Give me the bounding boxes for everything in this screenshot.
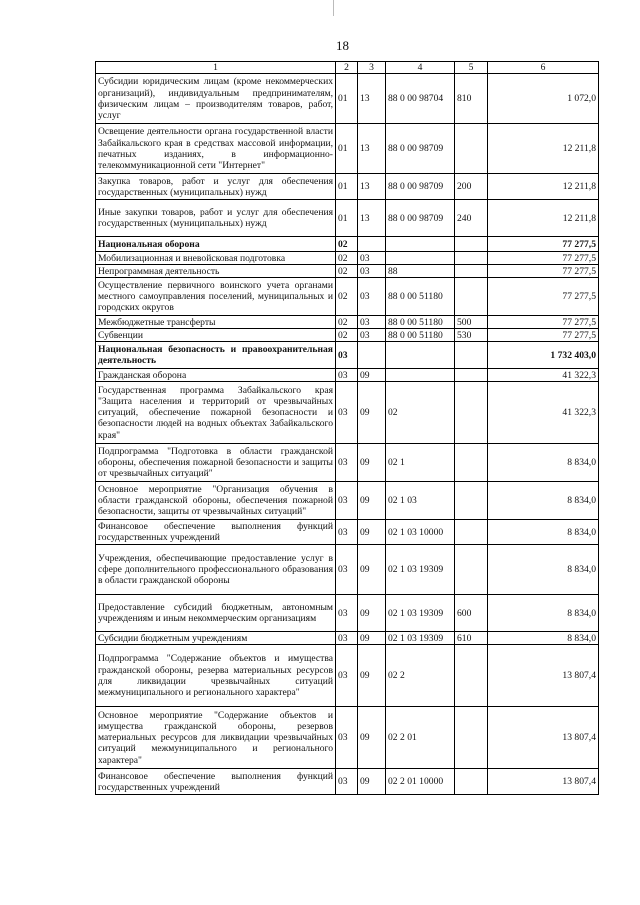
cell-name: Гражданская оборона <box>96 369 336 382</box>
cell-name: Субсидии бюджетным учреждениям <box>96 632 336 645</box>
cell-vr <box>455 707 488 769</box>
cell-rz: 02 <box>336 329 358 342</box>
cell-vr <box>455 237 488 252</box>
cell-sum: 12 211,8 <box>488 174 599 200</box>
cell-csr: 88 0 00 98709 <box>386 200 455 237</box>
cell-pr: 09 <box>358 545 386 595</box>
cell-sum: 8 834,0 <box>488 482 599 520</box>
cell-csr: 02 2 01 <box>386 707 455 769</box>
table-row <box>96 252 599 265</box>
cell-rz: 03 <box>336 444 358 482</box>
cell-rz: 02 <box>336 316 358 329</box>
cell-name: Иные закупки товаров, работ и услуг для обеспечения государственных (муниципальных) нужд <box>96 200 336 237</box>
cell-rz: 03 <box>336 342 358 369</box>
cell-name: Основное мероприятие "Организация обучения в области гражданской обороны, обеспечения пожарной безопасности, защиты от чрезвычайных ситуаций" <box>96 482 336 520</box>
cell-vr <box>455 124 488 174</box>
cell-rz: 02 <box>336 265 358 278</box>
cell-sum: 8 834,0 <box>488 545 599 595</box>
cell-name: Освещение деятельности органа государственной власти Забайкальского края в средствах массовой информации, печатных изданиях, в информационно-телекоммуникационной сети "Интернет" <box>96 124 336 174</box>
cell-name: Финансовое обеспечение выполнения функций государственных учреждений <box>96 520 336 545</box>
cell-csr: 02 1 <box>386 444 455 482</box>
header-cell: 3 <box>358 62 386 74</box>
cell-vr <box>455 520 488 545</box>
scan-margin-line <box>333 0 334 16</box>
cell-name: Подпрограмма "Содержание объектов и имущества гражданской обороны, резерва материальных ресурсов для ликвидации чрезвычайных ситуаций межмуниципального и регионального характера" <box>96 645 336 707</box>
cell-rz: 03 <box>336 482 358 520</box>
cell-vr: 240 <box>455 200 488 237</box>
cell-rz: 01 <box>336 74 358 124</box>
header-row <box>96 62 599 74</box>
header-cell: 1 <box>96 62 336 74</box>
header-cell: 2 <box>336 62 358 74</box>
header-cell: 6 <box>488 62 599 74</box>
cell-name: Национальная оборона <box>96 237 336 252</box>
cell-sum: 8 834,0 <box>488 520 599 545</box>
table-row <box>96 200 599 237</box>
cell-vr <box>455 252 488 265</box>
cell-rz: 03 <box>336 645 358 707</box>
table-row <box>96 707 599 769</box>
cell-vr <box>455 382 488 444</box>
cell-pr: 09 <box>358 645 386 707</box>
cell-sum: 1 072,0 <box>488 74 599 124</box>
cell-rz: 03 <box>336 545 358 595</box>
cell-pr: 03 <box>358 252 386 265</box>
cell-name: Основное мероприятие "Содержание объектов и имущества гражданской обороны, резервов материальных ресурсов для ликвидации чрезвычайных ситуаций межмуниципального и регионального характера" <box>96 707 336 769</box>
cell-name: Осуществление первичного воинского учета органами местного самоуправления поселений, муниципальных и городских округов <box>96 278 336 316</box>
cell-vr <box>455 482 488 520</box>
cell-csr: 02 1 03 <box>386 482 455 520</box>
cell-sum: 13 807,4 <box>488 707 599 769</box>
table-row <box>96 595 599 632</box>
cell-vr: 200 <box>455 174 488 200</box>
cell-vr <box>455 645 488 707</box>
cell-pr: 09 <box>358 769 386 795</box>
cell-csr <box>386 369 455 382</box>
cell-vr: 500 <box>455 316 488 329</box>
cell-pr: 13 <box>358 74 386 124</box>
cell-vr: 600 <box>455 595 488 632</box>
cell-sum: 77 277,5 <box>488 252 599 265</box>
cell-pr: 13 <box>358 124 386 174</box>
cell-csr: 02 1 03 10000 <box>386 520 455 545</box>
cell-sum: 13 807,4 <box>488 645 599 707</box>
cell-pr: 03 <box>358 265 386 278</box>
cell-rz: 01 <box>336 124 358 174</box>
cell-csr: 02 2 <box>386 645 455 707</box>
cell-vr <box>455 444 488 482</box>
cell-vr <box>455 265 488 278</box>
cell-name: Учреждения, обеспечивающие предоставление услуг в сфере дополнительного профессионального образования в области гражданской обороны <box>96 545 336 595</box>
table-row <box>96 369 599 382</box>
cell-name: Непрограммная деятельность <box>96 265 336 278</box>
cell-pr: 09 <box>358 444 386 482</box>
cell-vr: 610 <box>455 632 488 645</box>
cell-rz: 03 <box>336 769 358 795</box>
cell-sum: 77 277,5 <box>488 237 599 252</box>
cell-csr <box>386 342 455 369</box>
cell-pr: 09 <box>358 520 386 545</box>
table-row <box>96 482 599 520</box>
cell-name: Межбюджетные трансферты <box>96 316 336 329</box>
table-row <box>96 265 599 278</box>
table-row <box>96 174 599 200</box>
page-number: 18 <box>336 38 349 53</box>
cell-rz: 03 <box>336 520 358 545</box>
table-row <box>96 316 599 329</box>
cell-sum: 12 211,8 <box>488 200 599 237</box>
table-row <box>96 74 599 124</box>
cell-pr <box>358 237 386 252</box>
budget-table <box>95 61 599 795</box>
cell-sum: 77 277,5 <box>488 329 599 342</box>
table-row <box>96 545 599 595</box>
cell-pr: 03 <box>358 316 386 329</box>
cell-pr: 03 <box>358 278 386 316</box>
cell-rz: 03 <box>336 382 358 444</box>
cell-csr: 88 0 00 51180 <box>386 278 455 316</box>
cell-name: Мобилизационная и вневойсковая подготовка <box>96 252 336 265</box>
cell-vr <box>455 342 488 369</box>
cell-csr: 02 1 03 19309 <box>386 545 455 595</box>
cell-sum: 8 834,0 <box>488 595 599 632</box>
cell-vr <box>455 369 488 382</box>
header-cell: 5 <box>455 62 488 74</box>
cell-sum: 77 277,5 <box>488 316 599 329</box>
cell-sum: 77 277,5 <box>488 265 599 278</box>
cell-pr: 09 <box>358 482 386 520</box>
cell-pr: 09 <box>358 707 386 769</box>
cell-name: Государственная программа Забайкальского края "Защита населения и территорий от чрезвычайных ситуаций, обеспечение пожарной безопасности и безопасности людей на водных объектах Забайкальского края" <box>96 382 336 444</box>
cell-name: Субвенции <box>96 329 336 342</box>
cell-pr: 09 <box>358 382 386 444</box>
cell-rz: 02 <box>336 252 358 265</box>
cell-sum: 8 834,0 <box>488 444 599 482</box>
table-row <box>96 520 599 545</box>
cell-name: Подпрограмма "Подготовка в области гражданской обороны, обеспечения пожарной безопасности и защиты от чрезвычайных ситуаций" <box>96 444 336 482</box>
cell-sum: 41 322,3 <box>488 382 599 444</box>
cell-pr: 03 <box>358 329 386 342</box>
cell-csr: 88 0 00 51180 <box>386 329 455 342</box>
cell-name: Предоставление субсидий бюджетным, автономным учреждениям и иным некоммерческим организациям <box>96 595 336 632</box>
cell-sum: 41 322,3 <box>488 369 599 382</box>
cell-csr: 88 0 00 98709 <box>386 124 455 174</box>
cell-sum: 8 834,0 <box>488 632 599 645</box>
table-row <box>96 382 599 444</box>
cell-rz: 02 <box>336 278 358 316</box>
cell-csr: 02 1 03 19309 <box>386 632 455 645</box>
cell-csr: 02 2 01 10000 <box>386 769 455 795</box>
cell-pr: 09 <box>358 632 386 645</box>
cell-csr <box>386 237 455 252</box>
cell-name: Закупка товаров, работ и услуг для обеспечения государственных (муниципальных) нужд <box>96 174 336 200</box>
cell-name: Субсидии юридическим лицам (кроме некоммерческих организаций), индивидуальным предпринимателям, физическим лицам – производителям товаров, работ, услуг <box>96 74 336 124</box>
cell-csr: 88 0 00 98704 <box>386 74 455 124</box>
table-row <box>96 342 599 369</box>
cell-rz: 02 <box>336 237 358 252</box>
cell-sum: 77 277,5 <box>488 278 599 316</box>
table-row <box>96 645 599 707</box>
cell-csr: 02 1 03 19309 <box>386 595 455 632</box>
cell-pr: 09 <box>358 369 386 382</box>
cell-rz: 01 <box>336 200 358 237</box>
cell-sum: 1 732 403,0 <box>488 342 599 369</box>
cell-csr: 88 <box>386 265 455 278</box>
cell-pr: 13 <box>358 200 386 237</box>
cell-csr: 88 0 00 51180 <box>386 316 455 329</box>
cell-sum: 13 807,4 <box>488 769 599 795</box>
table-row <box>96 444 599 482</box>
cell-vr: 810 <box>455 74 488 124</box>
cell-csr: 88 0 00 98709 <box>386 174 455 200</box>
table-row <box>96 329 599 342</box>
cell-rz: 03 <box>336 369 358 382</box>
cell-vr <box>455 545 488 595</box>
cell-rz: 03 <box>336 707 358 769</box>
cell-name: Финансовое обеспечение выполнения функций государственных учреждений <box>96 769 336 795</box>
table-row <box>96 278 599 316</box>
cell-name: Национальная безопасность и правоохранительная деятельность <box>96 342 336 369</box>
cell-vr <box>455 278 488 316</box>
cell-csr: 02 <box>386 382 455 444</box>
cell-csr <box>386 252 455 265</box>
table-row <box>96 124 599 174</box>
table-row <box>96 237 599 252</box>
cell-pr: 13 <box>358 174 386 200</box>
table-row <box>96 632 599 645</box>
cell-pr <box>358 342 386 369</box>
header-cell: 4 <box>386 62 455 74</box>
cell-vr: 530 <box>455 329 488 342</box>
table-row <box>96 769 599 795</box>
cell-rz: 01 <box>336 174 358 200</box>
cell-sum: 12 211,8 <box>488 124 599 174</box>
cell-vr <box>455 769 488 795</box>
cell-pr: 09 <box>358 595 386 632</box>
cell-rz: 03 <box>336 632 358 645</box>
cell-rz: 03 <box>336 595 358 632</box>
